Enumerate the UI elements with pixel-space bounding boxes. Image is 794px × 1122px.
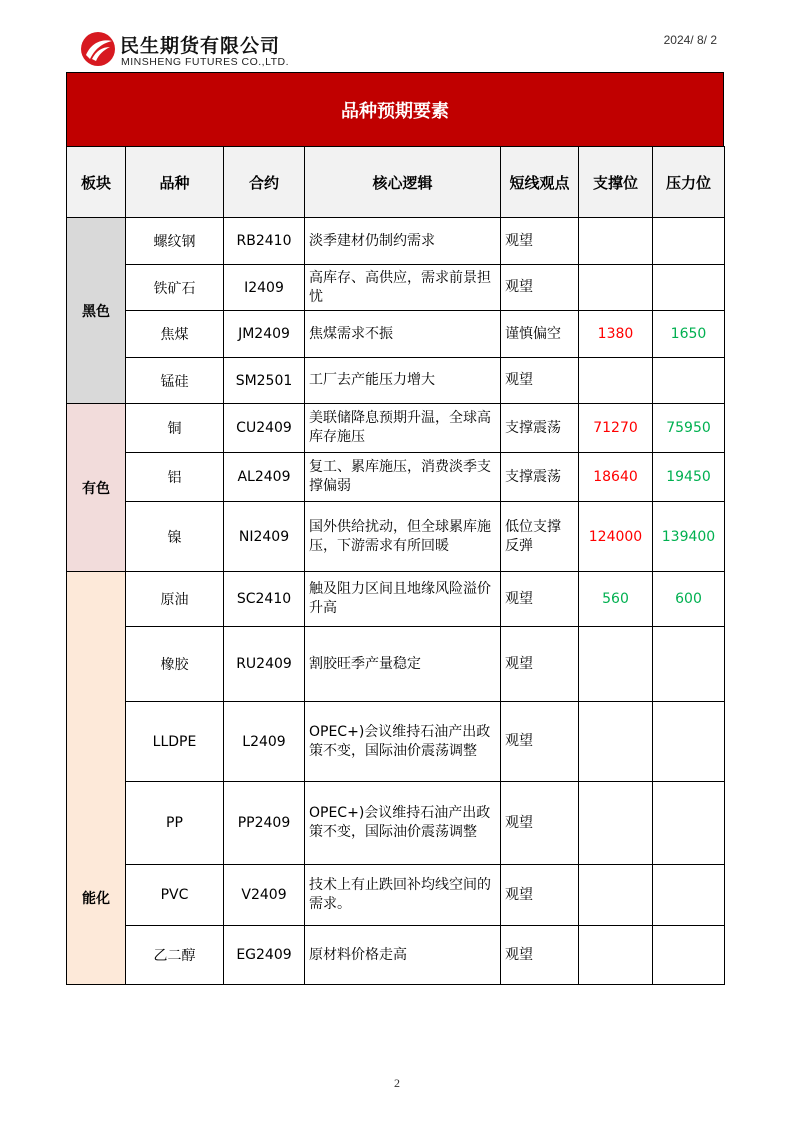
contract-cell: RU2409 xyxy=(224,627,305,702)
contract-cell: JM2409 xyxy=(224,311,305,358)
view-cell: 观望 xyxy=(501,782,579,865)
support-cell: 124000 xyxy=(579,502,653,572)
variety-cell: 原油 xyxy=(126,572,224,627)
support-cell: 560 xyxy=(579,572,653,627)
variety-cell: PP xyxy=(126,782,224,865)
logic-cell: 技术上有止跌回补均线空间的需求。 xyxy=(305,865,501,926)
table-row xyxy=(67,311,725,358)
view-cell: 低位支撑反弹 xyxy=(501,502,579,572)
sector-cell: 能化 xyxy=(67,572,126,985)
table-header-row xyxy=(67,147,725,218)
logic-cell: 焦煤需求不振 xyxy=(305,311,501,358)
table-row xyxy=(67,404,725,453)
table-row xyxy=(67,782,725,865)
variety-cell: 铁矿石 xyxy=(126,265,224,311)
contract-cell: NI2409 xyxy=(224,502,305,572)
contract-cell: PP2409 xyxy=(224,782,305,865)
logic-cell: OPEC+)会议维持石油产出政策不变，国际油价震荡调整 xyxy=(305,702,501,782)
variety-cell: 螺纹钢 xyxy=(126,218,224,265)
support-cell xyxy=(579,926,653,985)
logo-english-name: MINSHENG FUTURES CO.,LTD. xyxy=(121,56,290,68)
variety-table xyxy=(66,146,725,985)
resistance-cell xyxy=(653,702,725,782)
resistance-cell: 19450 xyxy=(653,453,725,502)
col-header-contract: 合约 xyxy=(224,147,305,218)
support-cell xyxy=(579,358,653,404)
page-number: 2 xyxy=(394,1076,400,1090)
col-header-support: 支撑位 xyxy=(579,147,653,218)
table-row xyxy=(67,502,725,572)
table-row xyxy=(67,453,725,502)
support-cell: 71270 xyxy=(579,404,653,453)
support-cell xyxy=(579,265,653,311)
table-row xyxy=(67,702,725,782)
col-header-view: 短线观点 xyxy=(501,147,579,218)
variety-cell: 乙二醇 xyxy=(126,926,224,985)
col-header-logic: 核心逻辑 xyxy=(305,147,501,218)
contract-cell: I2409 xyxy=(224,265,305,311)
variety-cell: 铝 xyxy=(126,453,224,502)
contract-cell: AL2409 xyxy=(224,453,305,502)
contract-cell: EG2409 xyxy=(224,926,305,985)
table-row xyxy=(67,265,725,311)
resistance-cell xyxy=(653,265,725,311)
support-cell: 1380 xyxy=(579,311,653,358)
table-title: 品种预期要素 xyxy=(341,100,449,122)
company-logo-icon xyxy=(80,31,116,67)
resistance-cell: 600 xyxy=(653,572,725,627)
resistance-cell: 1650 xyxy=(653,311,725,358)
table-row xyxy=(67,865,725,926)
logic-cell: 原材料价格走高 xyxy=(305,926,501,985)
logo-chinese-name: 民生期货有限公司 xyxy=(120,35,281,57)
support-cell xyxy=(579,627,653,702)
resistance-cell xyxy=(653,627,725,702)
view-cell: 观望 xyxy=(501,265,579,311)
variety-cell: LLDPE xyxy=(126,702,224,782)
view-cell: 支撑震荡 xyxy=(501,453,579,502)
table-row xyxy=(67,926,725,985)
logic-cell: 高库存、高供应，需求前景担忧 xyxy=(305,265,501,311)
contract-cell: SM2501 xyxy=(224,358,305,404)
company-logo xyxy=(80,30,320,72)
logic-cell: 淡季建材仍制约需求 xyxy=(305,218,501,265)
logic-cell: 触及阻力区间且地缘风险溢价升高 xyxy=(305,572,501,627)
variety-cell: 锰硅 xyxy=(126,358,224,404)
contract-cell: SC2410 xyxy=(224,572,305,627)
col-header-resistance: 压力位 xyxy=(653,147,725,218)
view-cell: 观望 xyxy=(501,572,579,627)
table-row xyxy=(67,572,725,627)
resistance-cell xyxy=(653,218,725,265)
logic-cell: 割胶旺季产量稳定 xyxy=(305,627,501,702)
col-header-variety: 品种 xyxy=(126,147,224,218)
view-cell: 支撑震荡 xyxy=(501,404,579,453)
view-cell: 观望 xyxy=(501,702,579,782)
table-row xyxy=(67,218,725,265)
logic-cell: OPEC+)会议维持石油产出政策不变，国际油价震荡调整 xyxy=(305,782,501,865)
table-row xyxy=(67,358,725,404)
view-cell: 观望 xyxy=(501,358,579,404)
resistance-cell xyxy=(653,926,725,985)
table-row xyxy=(67,627,725,702)
support-cell: 18640 xyxy=(579,453,653,502)
view-cell: 观望 xyxy=(501,627,579,702)
logic-cell: 复工、累库施压，消费淡季支撑偏弱 xyxy=(305,453,501,502)
col-header-sector: 板块 xyxy=(67,147,126,218)
variety-cell: 镍 xyxy=(126,502,224,572)
table-title-bar xyxy=(66,72,724,147)
contract-cell: RB2410 xyxy=(224,218,305,265)
resistance-cell xyxy=(653,782,725,865)
support-cell xyxy=(579,218,653,265)
variety-cell: 焦煤 xyxy=(126,311,224,358)
view-cell: 观望 xyxy=(501,865,579,926)
contract-cell: L2409 xyxy=(224,702,305,782)
variety-cell: 橡胶 xyxy=(126,627,224,702)
resistance-cell: 75950 xyxy=(653,404,725,453)
logic-cell: 美联储降息预期升温，全球高库存施压 xyxy=(305,404,501,453)
contract-cell: CU2409 xyxy=(224,404,305,453)
support-cell xyxy=(579,865,653,926)
variety-cell: 铜 xyxy=(126,404,224,453)
support-cell xyxy=(579,782,653,865)
sector-cell: 有色 xyxy=(67,404,126,572)
support-cell xyxy=(579,702,653,782)
sector-cell: 黑色 xyxy=(67,218,126,404)
resistance-cell xyxy=(653,865,725,926)
view-cell: 观望 xyxy=(501,926,579,985)
report-date: 2024/ 8/ 2 xyxy=(663,33,717,47)
view-cell: 谨慎偏空 xyxy=(501,311,579,358)
variety-cell: PVC xyxy=(126,865,224,926)
logic-cell: 工厂去产能压力增大 xyxy=(305,358,501,404)
logic-cell: 国外供给扰动，但全球累库施压，下游需求有所回暖 xyxy=(305,502,501,572)
resistance-cell xyxy=(653,358,725,404)
contract-cell: V2409 xyxy=(224,865,305,926)
view-cell: 观望 xyxy=(501,218,579,265)
resistance-cell: 139400 xyxy=(653,502,725,572)
